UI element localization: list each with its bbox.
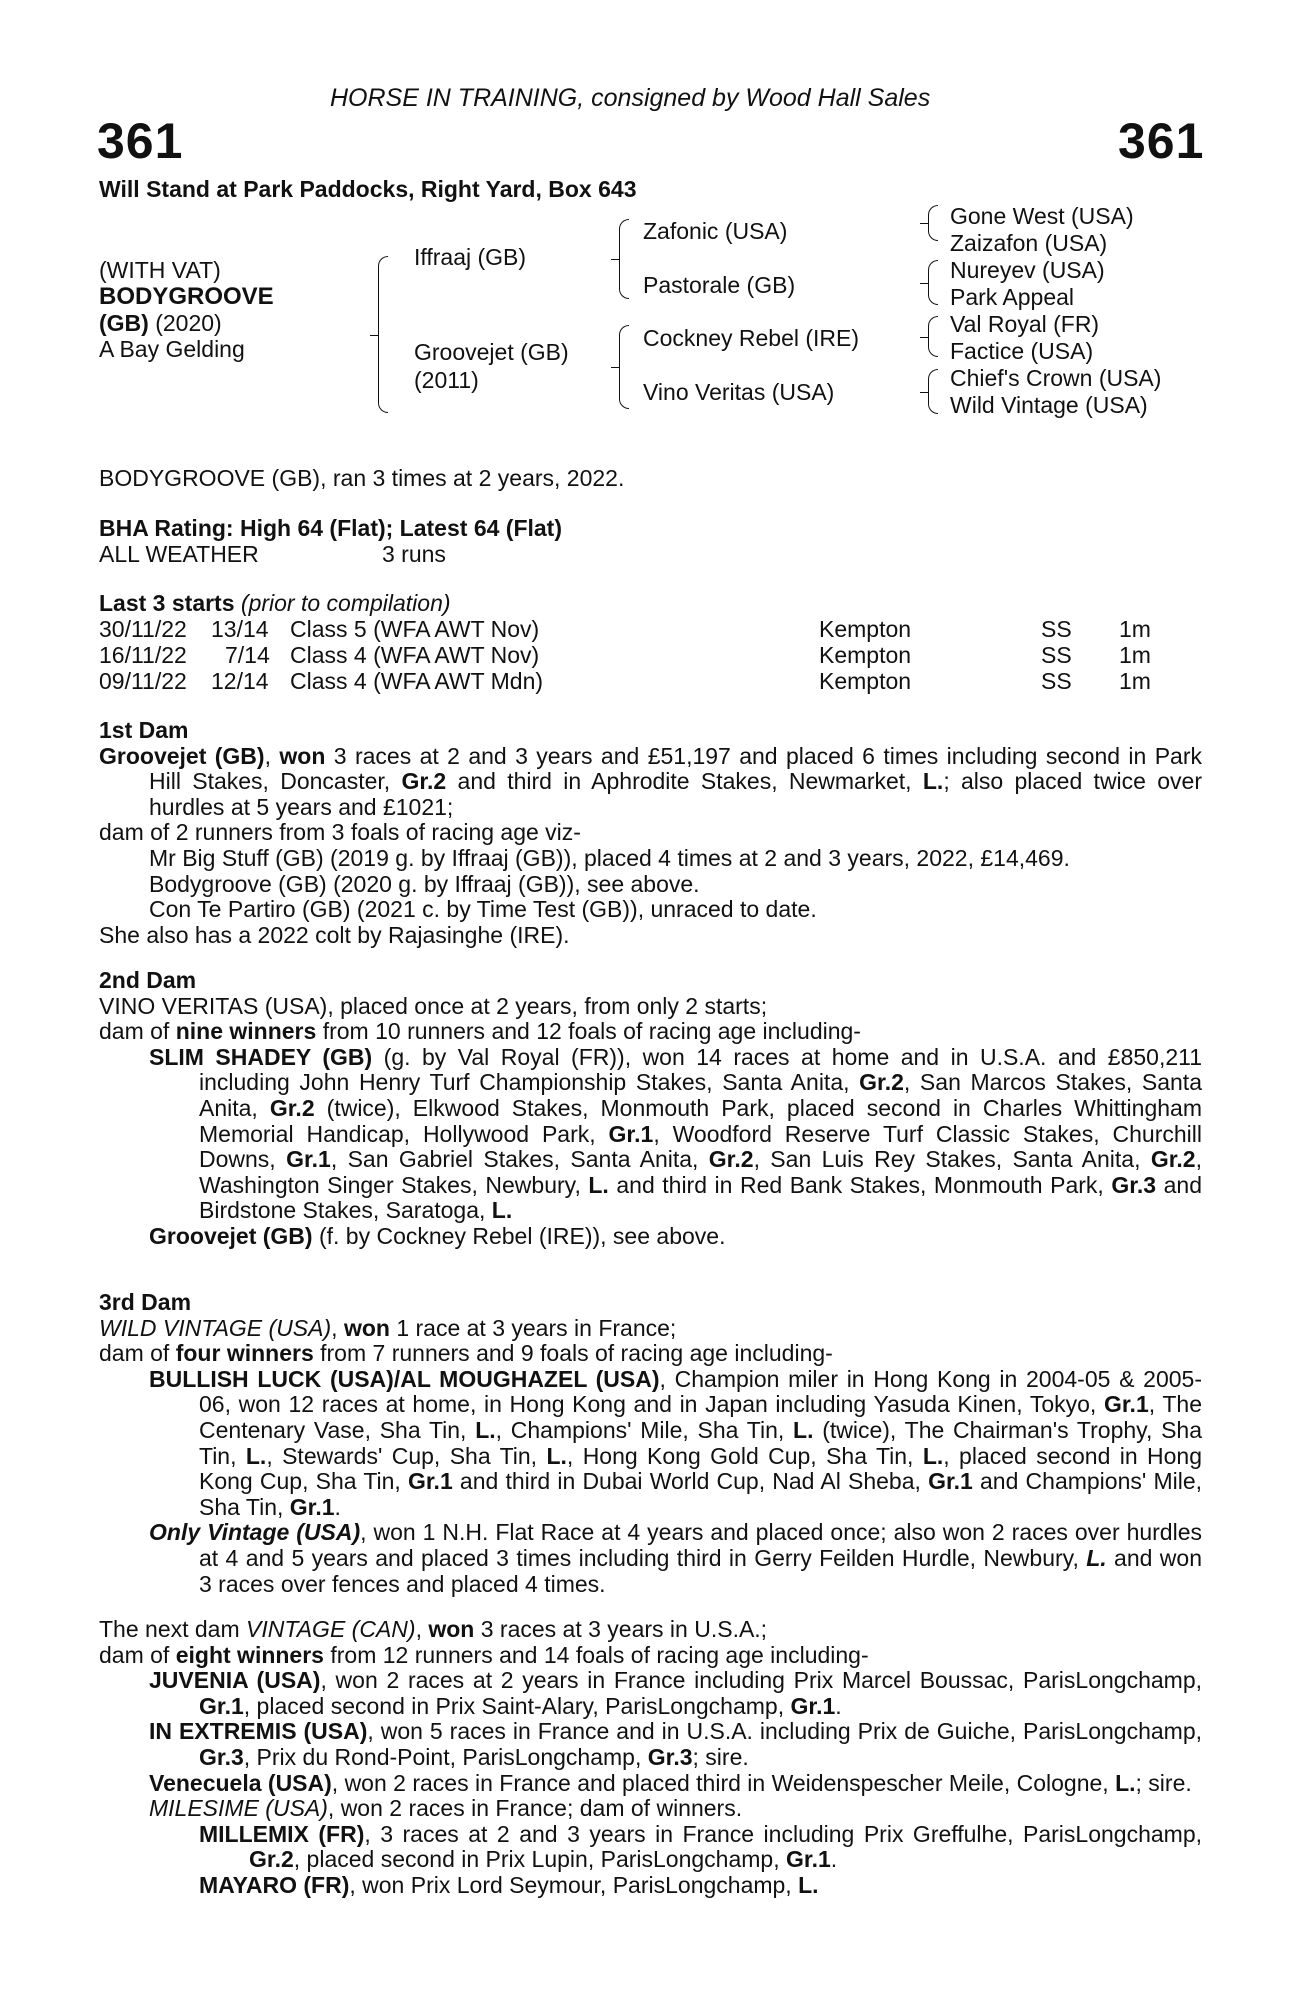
progeny-name: JUVENIA (USA)	[149, 1667, 321, 1694]
ds-brace	[928, 316, 938, 357]
progeny-name: MILESIME (USA)	[149, 1795, 328, 1822]
third-dam-name: WILD VINTAGE (USA)	[99, 1314, 332, 1341]
start-course: Kempton	[819, 616, 912, 642]
start-going: SS	[1041, 616, 1072, 642]
bha-rating: BHA Rating: High 64 (Flat); Latest 64 (Flat)	[99, 515, 562, 541]
dam-brace	[619, 325, 629, 409]
progeny-entry: IN EXTREMIS (USA), won 5 races in France and in U.S.A. including Prix de Guiche, ParisLongchamp, Gr.3, Prix du Rond-Point, ParisLongchamp, Gr.3; sire.	[149, 1718, 1202, 1770]
horse-country: (GB)	[99, 310, 149, 336]
progeny-name: IN EXTREMIS (USA)	[149, 1718, 368, 1745]
second-dam-section	[99, 968, 1202, 1250]
stable-location: Will Stand at Park Paddocks, Right Yard, Box 643	[99, 176, 637, 202]
second-dam-title: 2nd Dam	[99, 967, 197, 993]
start-date: 16/11/22	[99, 642, 187, 668]
race-summary: BODYGROOVE (GB), ran 3 times at 2 years, 2022.	[99, 465, 625, 491]
third-dam-produce: dam of four winners from 7 runners and 9 foals of racing age including-	[99, 1340, 833, 1367]
start-date: 09/11/22	[99, 668, 187, 694]
ss-brace	[928, 205, 938, 241]
lot-number-right: 361	[1118, 113, 1205, 169]
pedigree-ddd: Wild Vintage (USA)	[950, 392, 1148, 418]
first-dam-produce: dam of 2 runners from 3 foals of racing age viz-	[99, 819, 581, 846]
start-race: Class 5 (WFA AWT Nov)	[290, 616, 540, 642]
last-starts-title: Last 3 starts	[99, 590, 235, 616]
start-distance: 1m	[1119, 642, 1151, 668]
pedigree-dam-year: (2011)	[414, 367, 479, 393]
progeny-name: MILLEMIX (FR)	[199, 1820, 365, 1847]
pedigree-dam: Groovejet (GB)	[414, 339, 569, 365]
rating-runs: 3 runs	[382, 541, 446, 567]
third-dam-section	[99, 1290, 1202, 1597]
third-dam-record: WILD VINTAGE (USA), won 1 race at 3 years in France;	[99, 1314, 677, 1341]
start-distance: 1m	[1119, 616, 1151, 642]
progeny-entry: Mr Big Stuff (GB) (2019 g. by Iffraaj (GB)), placed 4 times at 2 and 3 years, 2022, £14,469.	[149, 844, 1070, 871]
last-starts-note: (prior to compilation)	[234, 590, 451, 616]
start-course: Kempton	[819, 668, 912, 694]
progeny-entry: MILESIME (USA), won 2 races in France; dam of winners.	[149, 1795, 743, 1822]
progeny-entry: MILLEMIX (FR), 3 races at 2 and 3 years in France including Prix Greffulhe, ParisLongchamp, Gr.2, placed second in Prix Lupin, ParisLongchamp, Gr.1.	[199, 1820, 1202, 1873]
pedigree-sire-dam: Pastorale (GB)	[643, 272, 796, 298]
vat-note: (WITH VAT)	[99, 257, 221, 283]
sire-dam-brace	[378, 256, 388, 413]
sire-brace	[619, 219, 629, 299]
start-position: 13/14	[211, 616, 269, 642]
sd-brace	[928, 260, 938, 305]
progeny-name: Groovejet (GB)	[149, 1222, 313, 1249]
start-going: SS	[1041, 668, 1072, 694]
second-dam-record: VINO VERITAS (USA), placed once at 2 years, from only 2 starts;	[99, 992, 768, 1019]
rating-surface: ALL WEATHER	[99, 541, 259, 567]
start-position: 12/14	[211, 668, 269, 694]
progeny-name: SLIM SHADEY (GB)	[149, 1043, 373, 1070]
second-dam-produce: dam of nine winners from 10 runners and 12 foals of racing age including-	[99, 1018, 861, 1045]
progeny-name: Only Vintage (USA)	[149, 1519, 361, 1546]
pedigree-sds: Nureyev (USA)	[950, 257, 1105, 283]
pedigree-sdd: Park Appeal	[950, 284, 1075, 310]
next-dam-section	[99, 1617, 1202, 1899]
first-dam-section	[99, 718, 1202, 948]
next-dam-produce: dam of eight winners from 12 runners and 14 foals of racing age including-	[99, 1641, 869, 1668]
first-dam-name: Groovejet (GB)	[99, 742, 265, 769]
pedigree-dam-dam: Vino Veritas (USA)	[643, 379, 835, 405]
start-date: 30/11/22	[99, 616, 187, 642]
horse-description: A Bay Gelding	[99, 336, 245, 362]
progeny-entry: BULLISH LUCK (USA)/AL MOUGHAZEL (USA), Champion miler in Hong Kong in 2004-05 & 2005-06, won 12 races at home, in Hong Kong and in Japan including Yasuda Kinen, Tokyo, Gr.1, The Centenary Vase, Sha Tin, L., Champions' Mile, Sha Tin, L. (twice), The Chairman's Trophy, Sha Tin, L., Stewards' Cup, Sha Tin, L., Hong Kong Gold Cup, Sha Tin, L., placed second in Hong Kong Cup, Sha Tin, Gr.1 and third in Dubai World Cup, Nad Al Sheba, Gr.1 and Champions' Mile, Sha Tin, Gr.1.	[149, 1365, 1203, 1520]
pedigree-ssd: Zaizafon (USA)	[950, 230, 1108, 256]
pedigree-sss: Gone West (USA)	[950, 203, 1134, 229]
progeny-entry: SLIM SHADEY (GB) (g. by Val Royal (FR)), won 14 races at home and in U.S.A. and £850,211 including John Henry Turf Championship Stakes, Santa Anita, Gr.2, San Marcos Stakes, Santa Anita, Gr.2 (twice), Elkwood Stakes, Monmouth Park, placed second in Charles Whittingham Memorial Handicap, Hollywood Park, Gr.1, Woodford Reserve Turf Classic Stakes, Churchill Downs, Gr.1, San Gabriel Stakes, Santa Anita, Gr.2, San Luis Rey Stakes, Santa Anita, Gr.2, Washington Singer Stakes, Newbury, L. and third in Red Bank Stakes, Monmouth Park, Gr.3 and Birdstone Stakes, Saratoga, L.	[149, 1043, 1203, 1224]
first-dam-record: Groovejet (GB), won 3 races at 2 and 3 years and £51,197 and placed 6 times including second in Park Hill Stakes, Doncaster, Gr.2 and third in Aphrodite Stakes, Newmarket, L.; also placed twice over hurdles at 5 years and £1021;	[99, 742, 1203, 820]
start-distance: 1m	[1119, 668, 1151, 694]
horse-name: BODYGROOVE	[99, 283, 274, 310]
progeny-name: MAYARO (FR)	[199, 1871, 350, 1898]
start-race: Class 4 (WFA AWT Nov)	[290, 642, 540, 668]
progeny-entry: Con Te Partiro (GB) (2021 c. by Time Test (GB)), unraced to date.	[149, 896, 817, 923]
pedigree-dss: Val Royal (FR)	[950, 311, 1100, 337]
third-dam-title: 3rd Dam	[99, 1289, 192, 1315]
progeny-name: Venecuela (USA)	[149, 1769, 332, 1796]
progeny-entry: Groovejet (GB) (f. by Cockney Rebel (IRE)), see above.	[149, 1222, 726, 1249]
start-position: 7/14	[225, 642, 270, 668]
next-dam-record: The next dam VINTAGE (CAN), won 3 races at 3 years in U.S.A.;	[99, 1616, 768, 1642]
progeny-name: BULLISH LUCK (USA)/AL MOUGHAZEL (USA)	[149, 1365, 660, 1392]
dd-brace	[928, 369, 938, 414]
horse-year: (2020)	[148, 310, 222, 336]
lot-number-left: 361	[97, 113, 184, 169]
pedigree-sire-sire: Zafonic (USA)	[643, 218, 788, 244]
horse-foaled	[99, 311, 222, 337]
first-dam-foal-note: She also has a 2022 colt by Rajasinghe (IRE).	[99, 921, 570, 948]
next-dam-name: VINTAGE (CAN)	[246, 1616, 416, 1642]
last-starts-heading	[99, 591, 451, 617]
pedigree-dsd: Factice (USA)	[950, 338, 1094, 364]
progeny-entry: Venecuela (USA), won 2 races in France and placed third in Weidenspescher Meile, Cologne, L.; sire.	[149, 1769, 1192, 1796]
start-course: Kempton	[819, 642, 912, 668]
pedigree-sire: Iffraaj (GB)	[414, 244, 527, 270]
pedigree-dam-sire: Cockney Rebel (IRE)	[643, 325, 860, 351]
pedigree-dds: Chief's Crown (USA)	[950, 365, 1162, 391]
progeny-entry: JUVENIA (USA), won 2 races at 2 years in France including Prix Marcel Boussac, ParisLongchamp, Gr.1, placed second in Prix Saint-Alary, ParisLongchamp, Gr.1.	[149, 1667, 1202, 1719]
catalogue-header: HORSE IN TRAINING, consigned by Wood Hall Sales	[330, 84, 931, 112]
progeny-entry: Only Vintage (USA), won 1 N.H. Flat Race at 4 years and placed once; also won 2 races over hurdles at 4 and 5 years and placed 3 times including third in Gerry Feilden Hurdle, Newbury, L. and won 3 races over fences and placed 4 times.	[149, 1519, 1202, 1597]
progeny-entry: MAYARO (FR), won Prix Lord Seymour, ParisLongchamp, L.	[199, 1871, 819, 1898]
start-going: SS	[1041, 642, 1072, 668]
first-dam-title: 1st Dam	[99, 717, 189, 743]
progeny-entry: Bodygroove (GB) (2020 g. by Iffraaj (GB)), see above.	[149, 870, 700, 897]
start-race: Class 4 (WFA AWT Mdn)	[290, 668, 544, 694]
